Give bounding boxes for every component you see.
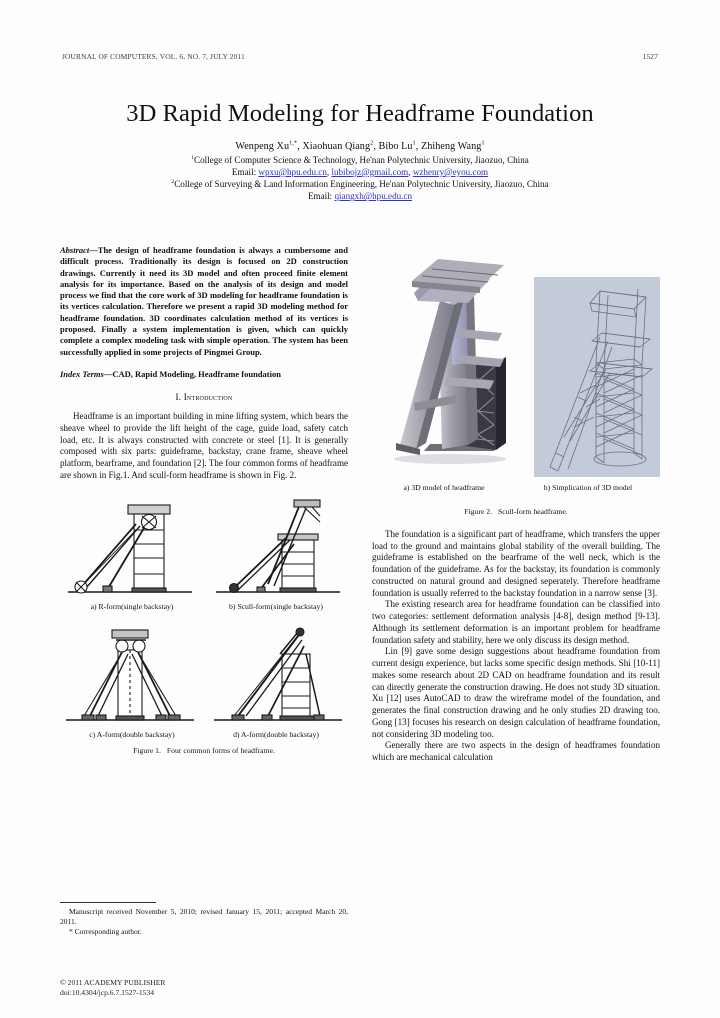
affiliation-1 [60, 154, 660, 166]
title-block [60, 100, 660, 202]
right-column [372, 245, 660, 764]
figure-1b-drawing [208, 492, 348, 600]
figure-1d-drawing [208, 620, 348, 728]
email-line-1: Email: wpxu@hpu.edu.cn, lubibojz@gmail.com, wzhenry@eyou.com [231, 166, 489, 177]
figure-2b-subcaption: b) Simplication of 3D model [543, 483, 633, 492]
affiliation-text: College of Computer Science & Technology, He'nan Polytechnic University, Jiaozuo, China [194, 154, 529, 165]
author-name: Bibo Lu [378, 141, 413, 153]
copyright-block [60, 978, 165, 999]
page-title: 3D Rapid Modeling for Headframe Foundation [126, 100, 594, 127]
figure-1-caption [60, 746, 348, 756]
affiliation-2 [60, 178, 660, 190]
abstract-text: —The design of headframe foundation is always a cumbersome and difficult process. Traditionally its design is focused on 2D construction drawings. Currently it need its 3D model and often proceed finite element analysis for its importance. Based on the analysis of its design and model process we find that the core work of 3D modeling for headframe foundation is its vertices calculation. Therefore we present a rapid 3D modeling method for headframe foundation. 3D coordinates calculation method of its vertices is proposed. Finally a system implementation is given, which can quickly complete a complex modeling task with simple operation. The system has been successfully applied in some projects of Pingmei Group. [60, 245, 348, 357]
affiliation-marker: 1 [191, 154, 194, 161]
figure-2-caption-text: Scull-form headframe. [497, 507, 568, 516]
page-number: 1527 [642, 52, 658, 61]
figure-1c-drawing [60, 620, 200, 728]
figure-1c-subcaption: c) A-form(double backstay) [89, 729, 175, 739]
email-link[interactable]: wzhenry@eyou.com [412, 166, 489, 177]
figure-1d-subcaption: d) A-form(double backstay) [233, 729, 319, 739]
paragraph-literature: Lin [9] gave some design suggestions about headframe foundation from current design experience, but lacks some specific design methods. Shi [10-11] makes some research about 2D CAD on headframe foundation and its result can directly generate the construction drawing. He does not study 3D situation. Xu [12] uses AutoCAD to draw the wireframe model of the foundation, and generates the final construction drawing and he only studies 2D drawing too. Gong [13] focuses his research on design calculation of headframe foundation, not considering 3D modeling too. [372, 646, 660, 739]
left-column [60, 245, 348, 755]
paragraph-design-aspects: Generally there are two aspects in the design of headframes foundation which are mechanical calculation [372, 740, 660, 763]
author-name: Xiaohuan Qiang [302, 141, 371, 153]
doi-line: doi:10.4304/jcp.6.7.1527-1534 [60, 988, 155, 998]
author-name: Wenpeng Xu [235, 141, 290, 153]
affiliation-marker: 2 [171, 178, 175, 185]
abstract [60, 245, 348, 358]
figure-1-subcaptions-top [60, 602, 348, 612]
paragraph-intro: Headframe is an important building in mine lifting system, which bears the sheave wheel to provide the lift height of the cage, guide load, safety catch load, etc. It is always constructed with concrete or steel [1]. It is generally composed with six parts: guideframe, backstay, crane frame, sheave wheel platform, bearframe, and foundation [2]. The four common forms of headframe are shown in Fig.1. And scull-form headframe is shown in Fig. 2. [60, 411, 348, 480]
figure-1-subcaptions-bottom [60, 730, 348, 740]
figure-1-row-bottom [60, 620, 348, 728]
figure-1 [60, 492, 348, 756]
author-sup: 1 [481, 139, 485, 147]
paragraph-foundation: The foundation is a significant part of headframe, which transfers the upper load to the ground and maintains global stability of the overall building. The guideframe is established on the bearframe of the well neck, which is the foundation of the guideframe. As for the backstay, its foundation is commonly constructed on natural ground and designed seperately. Therefore headframe foundation is usually referred to the backstay foundation in a narrow sense [3]. [372, 528, 660, 598]
email-link[interactable]: qiangxh@hpu.edu.cn [334, 191, 413, 202]
figure-2 [372, 245, 660, 517]
figure-2a-3d-model [372, 245, 522, 477]
index-terms [60, 369, 348, 380]
figure-1-caption-text: Four common forms of headframe. [166, 745, 275, 755]
author-sup: 1 [412, 139, 416, 147]
footnote-corresponding: * Corresponding author. [69, 927, 142, 937]
figure-2-caption-label: Figure 2. [464, 507, 493, 516]
figure-1a-subcaption: a) R-form(single backstay) [90, 601, 174, 611]
email-label: Email: [231, 166, 257, 177]
author-sup: 2 [370, 139, 374, 147]
footnote-block [60, 902, 348, 937]
footnote-manuscript: Manuscript received November 5, 2010; revised January 15, 2011; accepted March 20, 2011. [60, 907, 348, 927]
affiliation-text: College of Surveying & Land Information Engineering, He'nan Polytechnic University, Jiaozuo, China [174, 179, 549, 190]
running-head-journal: JOURNAL OF COMPUTERS, VOL. 6, NO. 7, JULY 2011 [62, 52, 245, 61]
figure-2-images [372, 245, 660, 477]
figure-2-caption [372, 507, 660, 517]
index-terms-lead: Index Terms [60, 368, 104, 379]
email-label: Email: [307, 191, 333, 202]
abstract-lead: Abstract [60, 245, 90, 255]
figure-2-subcaptions [372, 483, 660, 493]
copyright-line: © 2011 ACADEMY PUBLISHER [60, 978, 166, 987]
figure-2b-wireframe [534, 277, 660, 477]
paragraph-research-area: The existing research area for headframe foundation can be classified into two categories: settlement deformation analysis [4-8], design method [9-13]. Although its settlement deformation is an important problem for headframe foundation safety and stability, here we only discuss its design method. [372, 599, 660, 645]
email-link[interactable]: wpxu@hpu.edu.cn [258, 166, 327, 177]
email-line-2 [60, 190, 660, 202]
figure-2a-subcaption: a) 3D model of headframe [403, 483, 485, 492]
figure-1-caption-label: Figure 1. [133, 745, 161, 755]
section-heading-introduction: I. Introduction [175, 392, 233, 403]
figure-1-row-top [60, 492, 348, 600]
figure-1b-subcaption: b) Scull-form(single backstay) [229, 601, 323, 611]
index-terms-text: —CAD, Rapid Modeling, Headframe foundation [103, 368, 281, 379]
footnote-rule [60, 902, 156, 903]
running-head [62, 52, 658, 61]
figure-1a-drawing [60, 492, 200, 600]
author-list: Wenpeng $Xu^{1,*}$, Xiaohuan Qiang$^2$, Bibo Lu$^1$, Zhiheng Wang$^1$ [235, 139, 485, 153]
email-link[interactable]: lubibojz@gmail.com [331, 166, 409, 177]
author-name: Zhiheng Wang [420, 141, 482, 153]
author-sup: 1,* [289, 139, 298, 147]
